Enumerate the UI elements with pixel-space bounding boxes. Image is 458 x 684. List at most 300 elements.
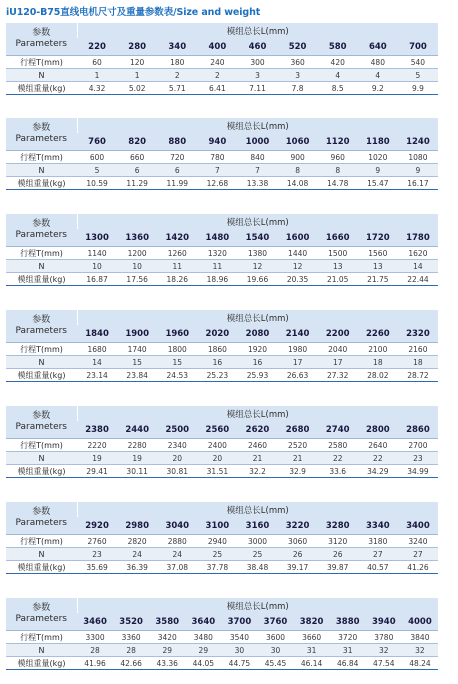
- weight-value: 24.53: [157, 369, 197, 382]
- module-length-header: 模组总长L(mm): [77, 118, 438, 133]
- n-value: 16: [237, 356, 277, 369]
- length-value: 1240: [398, 133, 438, 151]
- weight-label: 模组重量(kg): [6, 82, 77, 95]
- n-value: 31: [330, 644, 366, 657]
- parameters-label-cn: 参数: [32, 28, 51, 38]
- travel-value: 60: [77, 56, 117, 69]
- n-value: 22: [358, 452, 398, 465]
- length-value: 280: [117, 38, 157, 56]
- travel-value: 2040: [318, 343, 358, 356]
- n-value: 7: [197, 164, 237, 177]
- length-value: 1300: [77, 229, 117, 247]
- length-value: 3520: [113, 613, 149, 631]
- weight-value: 21.75: [358, 273, 398, 286]
- weight-value: 47.54: [366, 657, 402, 670]
- travel-value: 780: [197, 151, 237, 164]
- spec-table: [6, 118, 438, 190]
- weight-value: 37.78: [197, 561, 237, 574]
- weight-value: 6.41: [197, 82, 237, 95]
- weight-value: 30.11: [117, 465, 157, 478]
- length-value: 2080: [237, 325, 277, 343]
- parameters-header: [6, 214, 77, 247]
- n-value: 30: [257, 644, 293, 657]
- travel-value: 3600: [257, 631, 293, 644]
- length-value: 2380: [77, 421, 117, 439]
- length-value: 3940: [366, 613, 402, 631]
- weight-value: 14.08: [278, 177, 318, 190]
- parameters-label-en: Parameters: [15, 134, 67, 144]
- travel-value: 600: [77, 151, 117, 164]
- module-length-header: 模组总长L(mm): [77, 23, 438, 38]
- travel-label: 行程T(mm): [6, 247, 77, 260]
- travel-label: 行程T(mm): [6, 631, 77, 644]
- weight-value: 25.93: [237, 369, 277, 382]
- weight-row: [6, 561, 438, 574]
- travel-value: 1260: [157, 247, 197, 260]
- weight-row: [6, 273, 438, 286]
- n-value: 27: [358, 548, 398, 561]
- n-value: 5: [77, 164, 117, 177]
- weight-label: 模组重量(kg): [6, 561, 77, 574]
- n-value: 13: [318, 260, 358, 273]
- length-value: 700: [398, 38, 438, 56]
- weight-value: 7.8: [278, 82, 318, 95]
- parameters-header: [6, 502, 77, 535]
- weight-value: 38.48: [237, 561, 277, 574]
- travel-value: 1200: [117, 247, 157, 260]
- length-value: 400: [197, 38, 237, 56]
- length-value: 1000: [237, 133, 277, 151]
- weight-row: [6, 82, 438, 95]
- travel-value: 2700: [398, 439, 438, 452]
- n-value: 6: [157, 164, 197, 177]
- n-label: N: [6, 260, 77, 273]
- weight-value: 45.45: [257, 657, 293, 670]
- n-value: 15: [117, 356, 157, 369]
- travel-value: 3420: [149, 631, 185, 644]
- n-row: [6, 452, 438, 465]
- weight-row: [6, 177, 438, 190]
- parameters-label-cn: 参数: [32, 603, 51, 613]
- travel-row: [6, 247, 438, 260]
- n-value: 25: [237, 548, 277, 561]
- n-value: 17: [318, 356, 358, 369]
- length-value: 3280: [318, 517, 358, 535]
- n-value: 20: [157, 452, 197, 465]
- parameters-label-en: Parameters: [15, 326, 67, 336]
- n-value: 8: [318, 164, 358, 177]
- weight-value: 22.44: [398, 273, 438, 286]
- travel-value: 3840: [402, 631, 438, 644]
- travel-value: 2400: [197, 439, 237, 452]
- travel-row: [6, 343, 438, 356]
- n-row: [6, 356, 438, 369]
- length-value: 2200: [318, 325, 358, 343]
- n-value: 1: [77, 69, 117, 82]
- n-value: 26: [278, 548, 318, 561]
- travel-value: 3120: [318, 535, 358, 548]
- n-label: N: [6, 452, 77, 465]
- travel-value: 1500: [318, 247, 358, 260]
- parameters-header: [6, 598, 77, 631]
- n-value: 4: [318, 69, 358, 82]
- parameters-label-cn: 参数: [32, 315, 51, 325]
- n-value: 22: [318, 452, 358, 465]
- n-value: 30: [221, 644, 257, 657]
- module-length-header: 模组总长L(mm): [77, 214, 438, 229]
- length-value: 640: [358, 38, 398, 56]
- length-value: 2440: [117, 421, 157, 439]
- travel-value: 1920: [237, 343, 277, 356]
- weight-value: 46.84: [330, 657, 366, 670]
- travel-value: 2340: [157, 439, 197, 452]
- n-value: 18: [358, 356, 398, 369]
- weight-row: [6, 369, 438, 382]
- length-value: 3400: [398, 517, 438, 535]
- weight-value: 40.57: [358, 561, 398, 574]
- weight-value: 33.6: [318, 465, 358, 478]
- weight-value: 37.08: [157, 561, 197, 574]
- n-row: [6, 260, 438, 273]
- length-value: 880: [157, 133, 197, 151]
- weight-label: 模组重量(kg): [6, 465, 77, 478]
- length-value: 2020: [197, 325, 237, 343]
- travel-value: 1320: [197, 247, 237, 260]
- n-value: 28: [77, 644, 113, 657]
- n-value: 27: [398, 548, 438, 561]
- weight-value: 42.66: [113, 657, 149, 670]
- weight-value: 5.71: [157, 82, 197, 95]
- length-value: 3820: [294, 613, 330, 631]
- n-value: 19: [77, 452, 117, 465]
- n-value: 29: [185, 644, 221, 657]
- weight-value: 43.36: [149, 657, 185, 670]
- parameters-label-cn: 参数: [32, 411, 51, 421]
- weight-value: 13.38: [237, 177, 277, 190]
- travel-label: 行程T(mm): [6, 535, 77, 548]
- travel-value: 540: [398, 56, 438, 69]
- page-title: iU120-B75直线电机尺寸及重量参数表/Size and weight: [6, 7, 261, 18]
- length-value: 2680: [278, 421, 318, 439]
- n-value: 10: [77, 260, 117, 273]
- weight-value: 18.96: [197, 273, 237, 286]
- length-value: 3100: [197, 517, 237, 535]
- weight-value: 41.96: [77, 657, 113, 670]
- weight-value: 26.63: [278, 369, 318, 382]
- n-value: 5: [398, 69, 438, 82]
- travel-label: 行程T(mm): [6, 343, 77, 356]
- n-value: 3: [278, 69, 318, 82]
- weight-label: 模组重量(kg): [6, 369, 77, 382]
- length-value: 1660: [318, 229, 358, 247]
- length-value: 1960: [157, 325, 197, 343]
- module-length-header: 模组总长L(mm): [77, 310, 438, 325]
- n-value: 2: [197, 69, 237, 82]
- length-value: 820: [117, 133, 157, 151]
- weight-value: 5.02: [117, 82, 157, 95]
- weight-value: 9.2: [358, 82, 398, 95]
- n-value: 9: [358, 164, 398, 177]
- weight-value: 18.26: [157, 273, 197, 286]
- travel-value: 2940: [197, 535, 237, 548]
- length-value: 2920: [77, 517, 117, 535]
- n-label: N: [6, 69, 77, 82]
- weight-value: 32.2: [237, 465, 277, 478]
- length-value: 760: [77, 133, 117, 151]
- n-value: 12: [237, 260, 277, 273]
- travel-value: 2520: [278, 439, 318, 452]
- travel-value: 1680: [77, 343, 117, 356]
- length-value: 460: [237, 38, 277, 56]
- length-value: 2260: [358, 325, 398, 343]
- length-value: 1540: [237, 229, 277, 247]
- weight-value: 19.66: [237, 273, 277, 286]
- travel-value: 1380: [237, 247, 277, 260]
- travel-value: 3720: [330, 631, 366, 644]
- weight-value: 35.69: [77, 561, 117, 574]
- weight-value: 31.51: [197, 465, 237, 478]
- n-value: 25: [197, 548, 237, 561]
- weight-label: 模组重量(kg): [6, 177, 77, 190]
- n-value: 32: [402, 644, 438, 657]
- length-value: 3160: [237, 517, 277, 535]
- travel-value: 1020: [358, 151, 398, 164]
- n-value: 11: [157, 260, 197, 273]
- n-row: [6, 644, 438, 657]
- weight-value: 27.32: [318, 369, 358, 382]
- length-value: 1900: [117, 325, 157, 343]
- length-value: 1120: [318, 133, 358, 151]
- parameters-label-en: Parameters: [15, 518, 67, 528]
- travel-value: 240: [197, 56, 237, 69]
- parameters-header: [6, 23, 77, 56]
- weight-value: 16.17: [398, 177, 438, 190]
- weight-value: 39.17: [278, 561, 318, 574]
- n-value: 14: [398, 260, 438, 273]
- length-value: 2980: [117, 517, 157, 535]
- parameters-label-en: Parameters: [15, 230, 67, 240]
- parameters-header: [6, 406, 77, 439]
- weight-label: 模组重量(kg): [6, 657, 77, 670]
- length-value: 3700: [221, 613, 257, 631]
- travel-value: 960: [318, 151, 358, 164]
- travel-value: 1800: [157, 343, 197, 356]
- n-value: 13: [358, 260, 398, 273]
- n-value: 15: [157, 356, 197, 369]
- weight-value: 28.72: [398, 369, 438, 382]
- length-value: 1480: [197, 229, 237, 247]
- weight-value: 34.29: [358, 465, 398, 478]
- weight-value: 14.78: [318, 177, 358, 190]
- travel-value: 2820: [117, 535, 157, 548]
- weight-row: [6, 657, 438, 670]
- travel-row: [6, 535, 438, 548]
- length-value: 2140: [278, 325, 318, 343]
- weight-value: 39.87: [318, 561, 358, 574]
- length-value: 1720: [358, 229, 398, 247]
- weight-value: 29.41: [77, 465, 117, 478]
- travel-value: 3180: [358, 535, 398, 548]
- weight-value: 10.59: [77, 177, 117, 190]
- module-length-header: 模组总长L(mm): [77, 406, 438, 421]
- travel-value: 2220: [77, 439, 117, 452]
- length-value: 1360: [117, 229, 157, 247]
- weight-value: 11.29: [117, 177, 157, 190]
- weight-label: 模组重量(kg): [6, 273, 77, 286]
- length-value: 2620: [237, 421, 277, 439]
- n-value: 20: [197, 452, 237, 465]
- parameters-label-cn: 参数: [32, 219, 51, 229]
- length-value: 3220: [278, 517, 318, 535]
- n-row: [6, 69, 438, 82]
- n-value: 9: [398, 164, 438, 177]
- length-value: 3340: [358, 517, 398, 535]
- travel-value: 1080: [398, 151, 438, 164]
- weight-value: 25.23: [197, 369, 237, 382]
- n-value: 11: [197, 260, 237, 273]
- length-value: 2560: [197, 421, 237, 439]
- length-value: 1600: [278, 229, 318, 247]
- n-label: N: [6, 356, 77, 369]
- n-value: 23: [398, 452, 438, 465]
- travel-label: 行程T(mm): [6, 439, 77, 452]
- travel-value: 3480: [185, 631, 221, 644]
- travel-value: 2100: [358, 343, 398, 356]
- module-length-header: 模组总长L(mm): [77, 598, 438, 613]
- travel-label: 行程T(mm): [6, 56, 77, 69]
- spec-table: [6, 502, 438, 574]
- length-value: 2320: [398, 325, 438, 343]
- parameters-label-cn: 参数: [32, 123, 51, 133]
- weight-value: 20.35: [278, 273, 318, 286]
- parameters-label-cn: 参数: [32, 507, 51, 517]
- n-value: 19: [117, 452, 157, 465]
- travel-value: 3000: [237, 535, 277, 548]
- length-value: 1060: [278, 133, 318, 151]
- weight-value: 9.9: [398, 82, 438, 95]
- travel-row: [6, 151, 438, 164]
- n-row: [6, 164, 438, 177]
- length-value: 2740: [318, 421, 358, 439]
- n-value: 8: [278, 164, 318, 177]
- travel-value: 2160: [398, 343, 438, 356]
- spec-table: [6, 214, 438, 286]
- length-value: 340: [157, 38, 197, 56]
- spec-table: [6, 310, 438, 382]
- travel-value: 2640: [358, 439, 398, 452]
- length-value: 940: [197, 133, 237, 151]
- travel-value: 2280: [117, 439, 157, 452]
- weight-value: 41.26: [398, 561, 438, 574]
- parameters-label-en: Parameters: [15, 614, 67, 624]
- travel-value: 2460: [237, 439, 277, 452]
- weight-value: 46.14: [294, 657, 330, 670]
- weight-row: [6, 465, 438, 478]
- length-value: 1840: [77, 325, 117, 343]
- length-value: 2500: [157, 421, 197, 439]
- spec-table: [6, 598, 438, 670]
- weight-value: 34.99: [398, 465, 438, 478]
- n-value: 7: [237, 164, 277, 177]
- travel-value: 1860: [197, 343, 237, 356]
- n-value: 14: [77, 356, 117, 369]
- length-value: 1180: [358, 133, 398, 151]
- n-value: 21: [278, 452, 318, 465]
- length-value: 4000: [402, 613, 438, 631]
- weight-value: 7.11: [237, 82, 277, 95]
- n-value: 1: [117, 69, 157, 82]
- weight-value: 30.81: [157, 465, 197, 478]
- parameters-label-en: Parameters: [15, 39, 67, 49]
- travel-value: 1140: [77, 247, 117, 260]
- length-value: 2800: [358, 421, 398, 439]
- n-label: N: [6, 164, 77, 177]
- n-value: 2: [157, 69, 197, 82]
- travel-value: 2580: [318, 439, 358, 452]
- length-value: 3760: [257, 613, 293, 631]
- weight-value: 36.39: [117, 561, 157, 574]
- length-value: 1420: [157, 229, 197, 247]
- weight-value: 11.99: [157, 177, 197, 190]
- travel-value: 1980: [278, 343, 318, 356]
- weight-value: 44.05: [185, 657, 221, 670]
- weight-value: 4.32: [77, 82, 117, 95]
- travel-value: 180: [157, 56, 197, 69]
- n-label: N: [6, 644, 77, 657]
- weight-value: 8.5: [318, 82, 358, 95]
- travel-value: 1740: [117, 343, 157, 356]
- weight-value: 23.14: [77, 369, 117, 382]
- n-value: 32: [366, 644, 402, 657]
- module-length-header: 模组总长L(mm): [77, 502, 438, 517]
- n-value: 4: [358, 69, 398, 82]
- travel-value: 3060: [278, 535, 318, 548]
- weight-value: 15.47: [358, 177, 398, 190]
- parameters-header: [6, 118, 77, 151]
- travel-label: 行程T(mm): [6, 151, 77, 164]
- length-value: 3640: [185, 613, 221, 631]
- travel-row: [6, 56, 438, 69]
- length-value: 3580: [149, 613, 185, 631]
- spec-table: [6, 406, 438, 478]
- length-value: 520: [278, 38, 318, 56]
- travel-value: 3660: [294, 631, 330, 644]
- travel-value: 1620: [398, 247, 438, 260]
- length-value: 220: [77, 38, 117, 56]
- travel-value: 840: [237, 151, 277, 164]
- travel-value: 1560: [358, 247, 398, 260]
- travel-value: 120: [117, 56, 157, 69]
- travel-row: [6, 439, 438, 452]
- parameters-header: [6, 310, 77, 343]
- weight-value: 23.84: [117, 369, 157, 382]
- n-value: 3: [237, 69, 277, 82]
- n-value: 24: [157, 548, 197, 561]
- travel-value: 300: [237, 56, 277, 69]
- travel-value: 3540: [221, 631, 257, 644]
- travel-value: 3360: [113, 631, 149, 644]
- travel-value: 660: [117, 151, 157, 164]
- travel-row: [6, 631, 438, 644]
- weight-value: 16.87: [77, 273, 117, 286]
- n-value: 12: [278, 260, 318, 273]
- travel-value: 720: [157, 151, 197, 164]
- n-value: 29: [149, 644, 185, 657]
- travel-value: 1440: [278, 247, 318, 260]
- travel-value: 480: [358, 56, 398, 69]
- n-value: 24: [117, 548, 157, 561]
- n-value: 16: [197, 356, 237, 369]
